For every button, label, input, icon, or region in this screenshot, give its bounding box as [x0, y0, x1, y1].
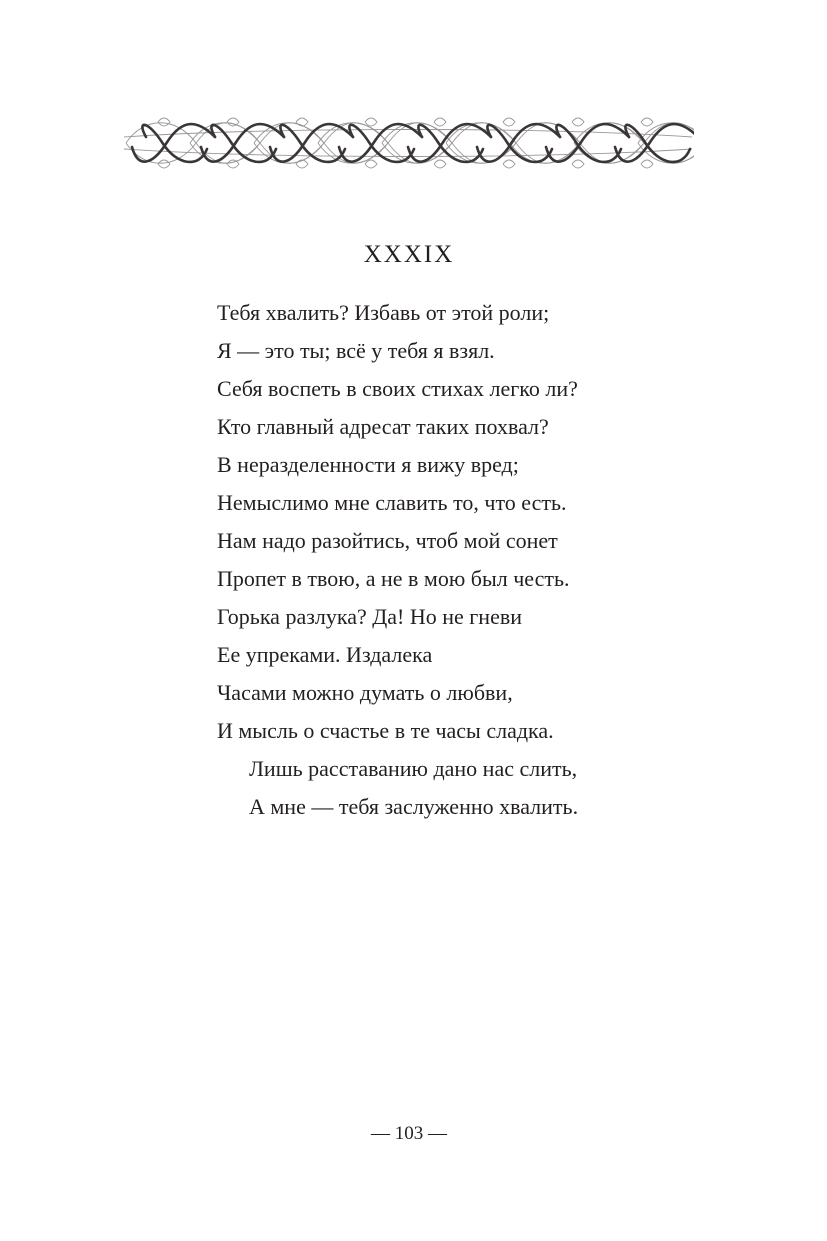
flourish-stroke: [625, 125, 690, 162]
poem-line: Ее упреками. Издалека: [217, 642, 433, 667]
flourish-stroke: [572, 118, 584, 126]
poem-line: Я — это ты; всё у тебя я взял.: [217, 338, 495, 363]
poem-line: В неразделенности я вижу вред;: [217, 452, 519, 477]
poem-line: Кто главный адресат таких похвал?: [217, 414, 549, 439]
poem-line: Пропет в твою, а не в мою был честь.: [217, 566, 570, 591]
flourish-stroke: [365, 118, 377, 126]
poem-line: И мысль о счастье в те часы сладка.: [217, 718, 554, 743]
flourish-stroke: [158, 118, 170, 126]
poem-line: Немыслимо мне славить то, что есть.: [217, 490, 567, 515]
flourish-stroke: [142, 125, 207, 162]
poem-line: Тебя хвалить? Избавь от этой роли;: [217, 300, 550, 325]
poem-line: А мне — тебя заслуженно хвалить.: [249, 794, 579, 819]
poem-line: Себя воспеть в своих стихах легко ли?: [217, 376, 578, 401]
poem-line: Часами можно думать о любви,: [217, 680, 513, 705]
page-number: — 103 —: [371, 1123, 447, 1144]
chapter-title: XXXIX: [363, 241, 455, 268]
flourish-stroke: [434, 118, 446, 126]
flourish-stroke: [434, 160, 446, 168]
poem-line: Лишь расставанию дано нас слить,: [249, 756, 578, 781]
poem-body: [217, 294, 637, 826]
poem-line: Горька разлука? Да! Но не гневи: [217, 604, 523, 629]
flourish-stroke: [365, 160, 377, 168]
flourish-stroke: [126, 123, 260, 164]
flourish-stroke: [572, 160, 584, 168]
flourish-stroke: [503, 118, 515, 126]
flourish-stroke: [126, 123, 260, 164]
flourish-stroke: [641, 160, 653, 168]
flourish-stroke: [503, 160, 515, 168]
poem-line: Нам надо разойтись, чтоб мой сонет: [217, 528, 558, 553]
flourish-stroke: [641, 118, 653, 126]
decorative-flourish-header: [122, 112, 694, 174]
flourish-stroke: [158, 160, 170, 168]
